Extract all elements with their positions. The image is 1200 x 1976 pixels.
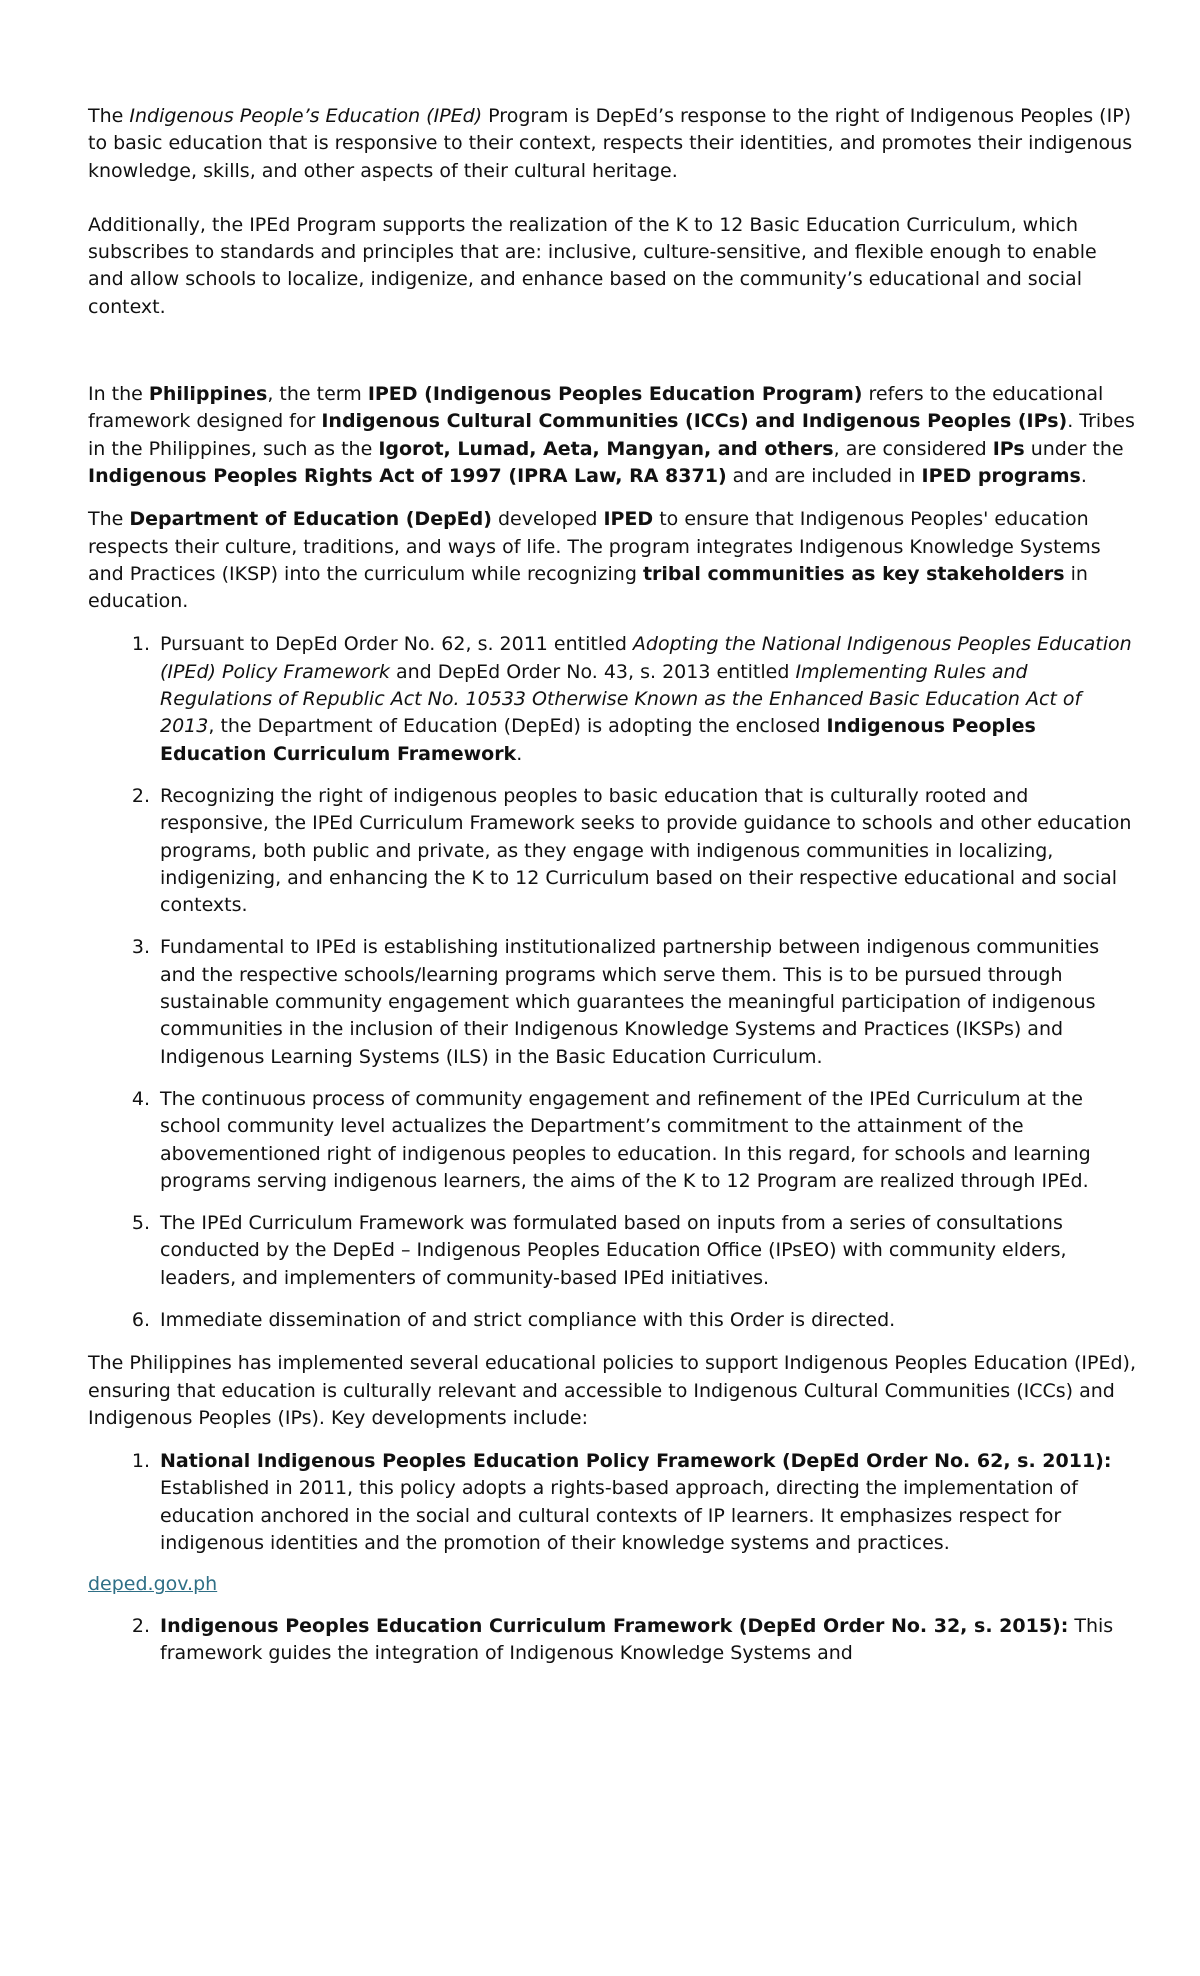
- text: and are included in: [726, 464, 922, 487]
- text: The: [88, 105, 130, 127]
- text: and DepEd Order No. 43, s. 2013 entitled: [389, 660, 796, 683]
- order-list: [88, 631, 1136, 1334]
- text: , the Department of Education (DepEd) is adopting the enclosed: [208, 715, 827, 738]
- list-item: [88, 783, 1136, 919]
- list-item: [88, 1210, 1136, 1292]
- list-number: 3.: [131, 936, 150, 959]
- list-number: 5.: [131, 1212, 150, 1235]
- bold-text: IPED (Indigenous Peoples Education Program): [367, 383, 863, 406]
- list-number: 2.: [131, 1614, 150, 1637]
- bold-text: tribal communities as key stakeholders: [642, 562, 1065, 585]
- policy-list-continued: [88, 1613, 1136, 1668]
- bold-text: IPs: [992, 437, 1025, 460]
- italic-text: Implementing Rules and Regulations of Republic Act No. 10533 Otherwise Known as the Enhanced Basic Education Act of 2013: [160, 660, 1082, 738]
- list-item: [88, 631, 1136, 767]
- bold-text: IPED: [603, 508, 654, 531]
- bold-text: Indigenous Peoples Rights Act of 1997 (IPRA Law, RA 8371): [88, 464, 727, 487]
- list-item: [88, 934, 1136, 1070]
- text: Fundamental to IPEd is establishing institutionalized partnership between indigenous communities and the respective schools/learning programs which serve them. This is to be pursued through sustainable community engagement which guarantees the meaningful participation of indigenous communities in the inclusion of their Indigenous Knowledge Systems and Practices (IKSPs) and Indigenous Learning Systems (ILS) in the Basic Education Curriculum.: [160, 936, 1100, 1068]
- list-number: 1.: [131, 1450, 150, 1473]
- text: .: [516, 742, 523, 765]
- policy-title: National Indigenous Peoples Education Policy Framework (DepEd Order No. 62, s. 2011):: [160, 1450, 1112, 1473]
- text: Recognizing the right of indigenous peoples to basic education that is culturally rooted and responsive, the IPEd Curriculum Framework seeks to provide guidance to schools and other education programs, both public and private, as they engage with indigenous communities in localizing, indigenizing, and enhancing the K to 12 Curriculum based on their respective educational and social contexts.: [160, 784, 1132, 917]
- bold-text: IPED programs: [921, 464, 1081, 487]
- list-number: 6.: [131, 1308, 150, 1331]
- philippines-paragraph: [88, 381, 1136, 490]
- intro-paragraph: [88, 103, 1136, 185]
- text: under the: [1024, 437, 1124, 460]
- source-paragraph: [88, 1571, 1136, 1598]
- bold-text: Indigenous Cultural Communities (ICCs) and Indigenous Peoples (IPs): [321, 410, 1068, 433]
- text: Pursuant to DepEd Order No. 62, s. 2011 entitled: [160, 633, 633, 656]
- text: developed: [491, 508, 604, 531]
- text: The IPEd Curriculum Framework was formulated based on inputs from a series of consultations conducted by the DepEd – Indigenous Peoples Education Office (IPsEO) with community elders, leaders, and implementers of community-based IPEd initiatives.: [160, 1212, 1067, 1289]
- text: The: [88, 508, 130, 531]
- program-name: Indigenous People’s Education (IPEd): [129, 105, 483, 127]
- text: , are considered: [833, 437, 993, 460]
- italic-text: Adopting the National Indigenous Peoples Education (IPEd) Policy Framework: [160, 633, 1132, 683]
- bold-text: Igorot, Lumad, Aeta, Mangyan, and others: [378, 437, 834, 460]
- text: .: [1080, 464, 1087, 487]
- bold-text: Department of Education (DepEd): [129, 508, 492, 531]
- list-item: [88, 1086, 1136, 1195]
- text: The continuous process of community engagement and refinement of the IPEd Curriculum at the school community level actualizes the Department’s commitment to the attainment of the abovementioned right of indigenous peoples to education. In this regard, for schools and learning programs serving indigenous learners, the aims of the K to 12 Program are realized through IPEd.: [160, 1087, 1091, 1192]
- text: This framework guides the integration of Indigenous Knowledge Systems and: [160, 1614, 1114, 1664]
- text: , the term: [267, 383, 368, 406]
- list-item: [88, 1448, 1136, 1557]
- bold-text: Philippines: [148, 383, 268, 406]
- policy-title: Indigenous Peoples Education Curriculum Framework (DepEd Order No. 32, s. 2015):: [160, 1614, 1069, 1637]
- list-item: [88, 1613, 1136, 1668]
- list-item: [88, 1307, 1136, 1334]
- policies-paragraph: The Philippines has implemented several educational policies to support Indigenous Peoples Education (IPEd), ensuring that education is culturally relevant and accessible to Indigenous Cultural Communities (ICCs) and Indigenous Peoples (IPs). Key developments include:: [88, 1352, 1136, 1429]
- text: to ensure that Indigenous Peoples' education respects their culture, traditions, and ways of life. The program integrates Indigenous Knowledge Systems and Practices (IKSP) into the curriculum while recognizing: [88, 508, 1101, 585]
- text: Immediate dissemination of and strict compliance with this Order is directed.: [160, 1308, 896, 1331]
- text: Established in 2011, this policy adopts a rights-based approach, directing the implementation of education anchored in the social and cultural contexts of IP learners. It emphasizes respect for indigenous identities and the promotion of their knowledge systems and practices.: [160, 1477, 1078, 1555]
- list-number: 4.: [131, 1087, 150, 1110]
- source-link[interactable]: deped.gov.ph: [88, 1573, 218, 1596]
- deped-paragraph: [88, 506, 1136, 615]
- text: . Tribes in the Philippines, such as the: [88, 410, 1135, 460]
- k12-paragraph: Additionally, the IPEd Program supports the realization of the K to 12 Basic Education Curriculum, which subscribes to standards and principles that are: inclusive, culture-sensitive, and flexible enough to enable and allow schools to localize, indigenize, and enhance based on the community’s educational and social context.: [88, 213, 1097, 318]
- policy-list: [88, 1448, 1136, 1557]
- list-number: 2.: [131, 784, 150, 807]
- bold-text: Indigenous Peoples Education Curriculum Framework: [160, 715, 1036, 765]
- text: Program is DepEd’s response to the right of Indigenous Peoples (IP) to basic education that is responsive to their context, respects their identities, and promotes their indigenous knowledge, skills, and other aspects of their cultural heritage.: [88, 105, 1133, 182]
- text: in education.: [88, 562, 1088, 613]
- list-number: 1.: [131, 633, 150, 656]
- text: In the: [88, 383, 149, 406]
- text: refers to the educational framework designed for: [88, 383, 1104, 433]
- document-body: [88, 103, 1136, 1683]
